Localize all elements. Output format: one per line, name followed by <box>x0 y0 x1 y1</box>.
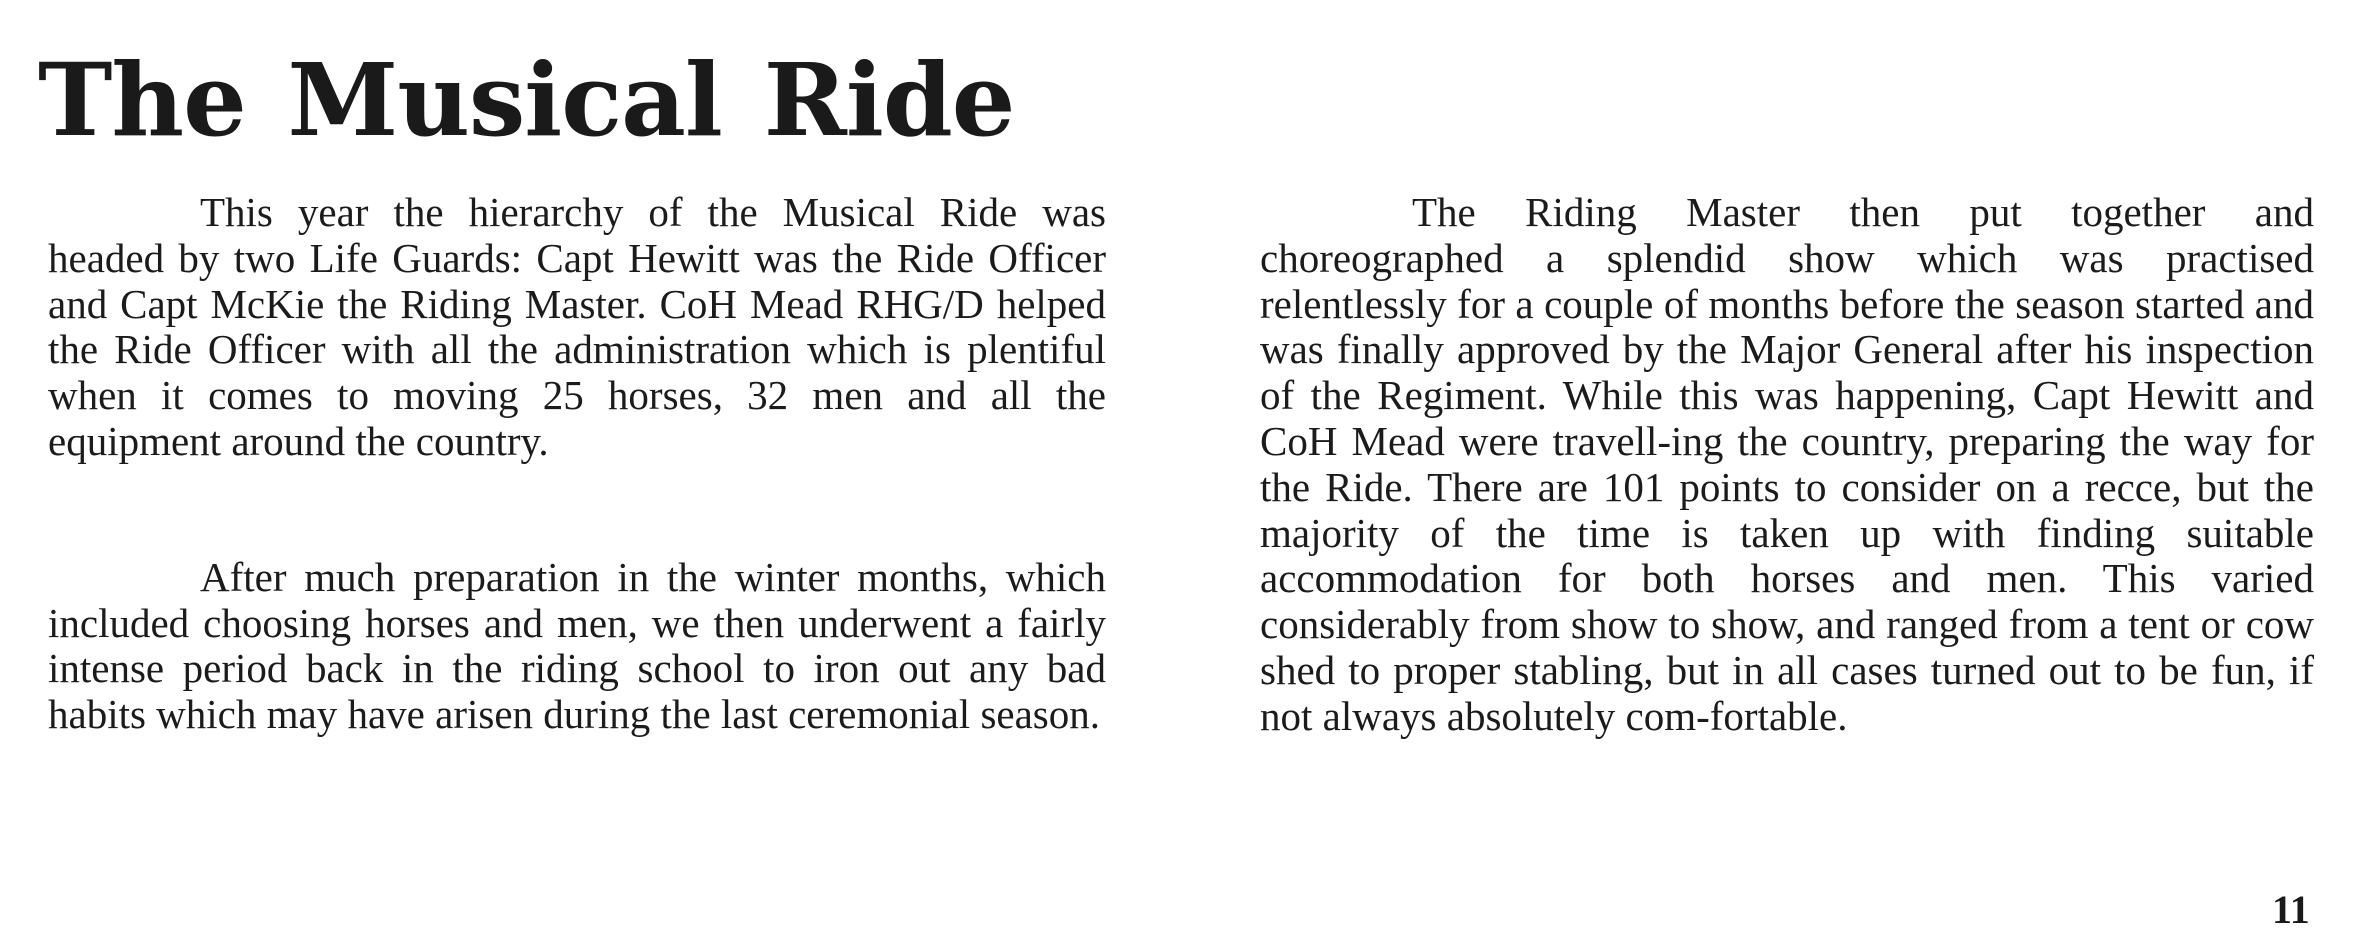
article-title: The Musical Ride <box>38 41 1015 159</box>
page-number: 11 <box>2272 887 2310 932</box>
left-paragraph-1: This year the hierarchy of the Musical Ride was headed by two Life Guards: Capt Hewitt was the Ride Officer and Capt McKie the Riding Master. CoH Mead RHG/D helped the Ride Officer with all the administration which is plentiful when it comes to moving 25 horses, 32 men and all the equipment around the country. <box>48 189 1106 464</box>
right-column <box>1260 190 2314 740</box>
left-column <box>48 190 1106 738</box>
left-paragraph-2: After much preparation in the winter months, which included choosing horses and men, we then underwent a fairly intense period back in the riding school to iron out any bad habits which may have arisen during the last ceremonial season. <box>48 553 1106 738</box>
right-paragraph-1: The Riding Master then put together and choreographed a splendid show which was practised relentlessly for a couple of months before the season started and was finally approved by the Major General after his inspection of the Regiment. While this was happening, Capt Hewitt and CoH Mead were travell-ing the country, preparing the way for the Ride. There are 101 points to consider on a recce, but the majority of the time is taken up with finding suitable accommodation for both horses and men. This varied considerably from show to show, and ranged from a tent or cow shed to proper stabling, but in all cases turned out to be fun, if not always absolutely com-fortable. <box>1260 189 2314 739</box>
